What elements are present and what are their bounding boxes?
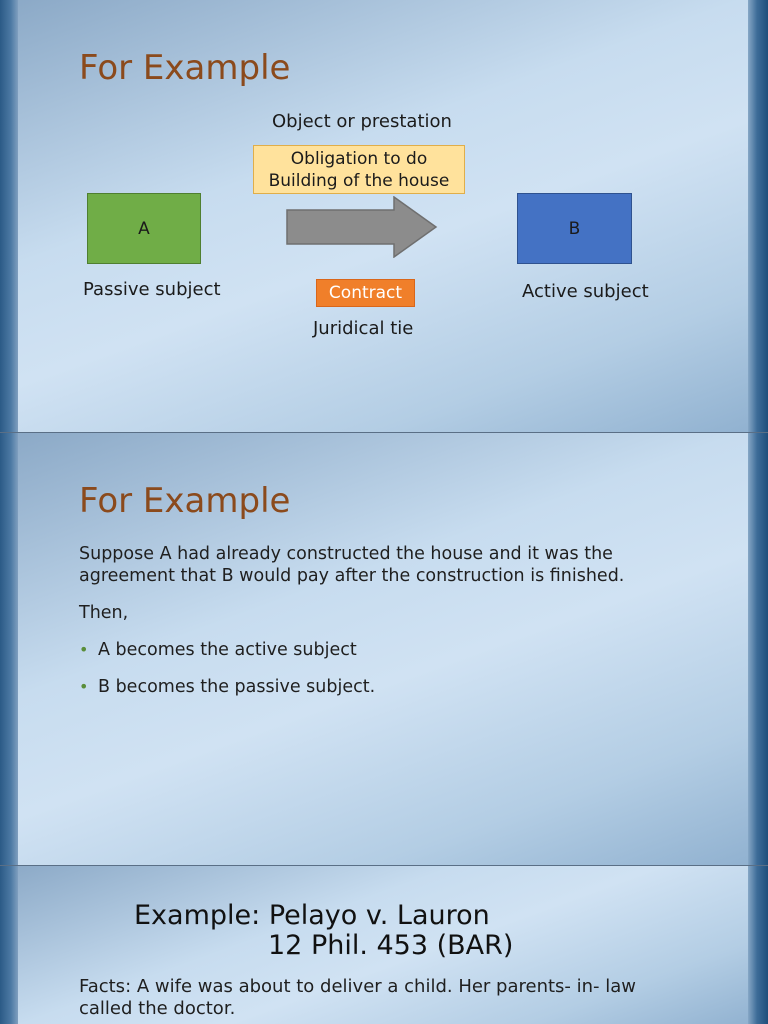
slide-title: For Example [79,481,291,521]
obligation-line-1: Obligation to do [290,148,428,169]
slide-title: For Example [79,48,291,88]
juridical-tie-label: Juridical tie [313,318,414,339]
slide-edge-right [748,0,768,432]
passive-subject-label: Passive subject [83,279,221,300]
example-title: Example: Pelayo v. Lauron [134,900,490,931]
bullet-icon: • [79,677,89,696]
contract-label: Contract [328,283,403,303]
slide-edge-left [0,866,18,1024]
obligation-box [253,145,465,194]
list-item [79,639,375,661]
bullet-text: B becomes the passive subject. [98,677,376,697]
facts-paragraph: Facts: A wife was about to deliver a child. Her parents- in- law called the doctor. [79,976,637,1019]
body-paragraph: Suppose A had already constructed the house and it was the agreement that B would pay after the construction is finished. [79,544,625,586]
slide-edge-left [0,0,18,432]
bullet-icon: • [79,640,89,659]
party-a-box [87,193,201,264]
party-b-label: B [568,218,581,239]
then-text: Then, [79,603,129,623]
list-item [79,676,375,698]
obligation-line-2: Building of the house [268,170,450,191]
party-a-label: A [138,218,150,239]
slide-1 [0,0,768,432]
slide-edge-right [748,433,768,865]
active-subject-label: Active subject [522,281,649,302]
contract-box [316,279,415,307]
slide-3 [0,866,768,1024]
slide-edge-left [0,433,18,865]
example-citation: 12 Phil. 453 (BAR) [268,930,514,961]
slide-edge-right [748,866,768,1024]
slide-2 [0,433,768,865]
bullet-list [79,639,375,713]
object-label: Object or prestation [272,111,452,132]
arrow-right-icon [286,196,438,258]
bullet-text: A becomes the active subject [98,640,357,660]
party-b-box [517,193,632,264]
